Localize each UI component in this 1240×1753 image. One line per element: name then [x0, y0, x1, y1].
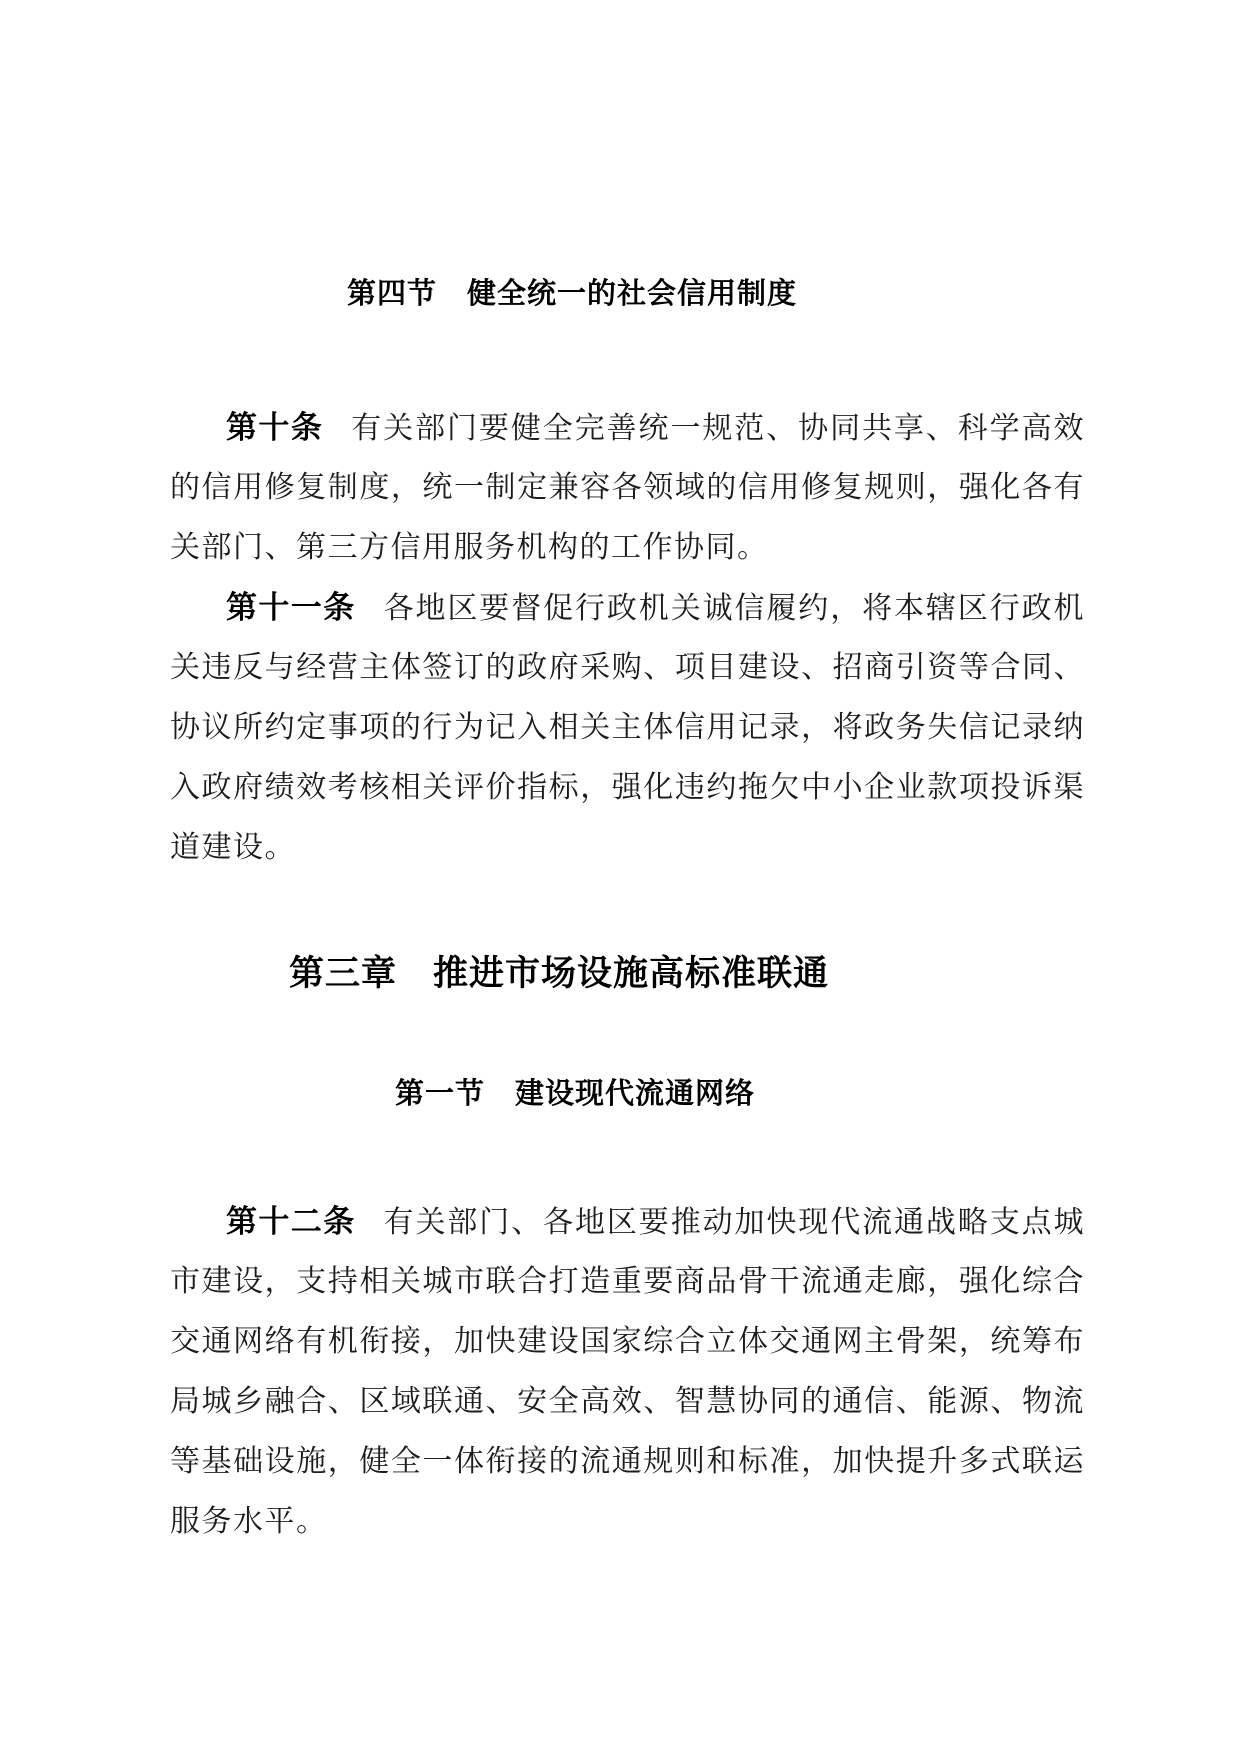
- article-line: 协议所约定事项的行为记入相关主体信用记录，将政务失信记录纳: [170, 711, 1085, 744]
- article-line: 交通网络有机衔接，加快建设国家综合立体交通网主骨架，统筹布: [170, 1325, 1085, 1358]
- section-heading-4: 第四节 健全统一的社会信用制度: [346, 278, 797, 310]
- article-line: 市建设，支持相关城市联合打造重要商品骨干流通走廊，强化综合: [170, 1265, 1085, 1298]
- article-10-number: 第十条: [226, 410, 324, 445]
- article-11-number: 第十一条: [226, 590, 356, 625]
- article-line: 的信用修复制度，统一制定兼容各领域的信用修复规则，强化各有: [170, 471, 1085, 504]
- section-heading-1: 第一节 建设现代流通网络: [394, 1078, 755, 1110]
- article-11: [170, 578, 1085, 878]
- article-10: [170, 398, 1085, 578]
- article-line: 关违反与经营主体签订的政府采购、项目建设、招商引资等合同、: [170, 651, 1085, 684]
- article-line: 局城乡融合、区域联通、安全高效、智慧协同的通信、能源、物流: [170, 1385, 1085, 1418]
- article-11-text: 各地区要督促行政机关诚信履约，将本辖区行政机: [383, 592, 1086, 625]
- article-12-text: 有关部门、各地区要推动加快现代流通战略支点城: [383, 1206, 1086, 1239]
- article-line: 道建设。: [170, 831, 296, 864]
- article-12-number: 第十二条: [226, 1204, 356, 1239]
- article-10-text: 有关部门要健全完善统一规范、协同共享、科学高效: [351, 412, 1086, 445]
- article-12: [170, 1192, 1085, 1552]
- article-line: 关部门、第三方信用服务机构的工作协同。: [170, 531, 769, 564]
- article-line: [170, 398, 1085, 458]
- chapter-heading-3: 第三章 推进市场设施高标准联通: [288, 954, 829, 993]
- article-line: 入政府绩效考核相关评价指标，强化违约拖欠中小企业款项投诉渠: [170, 771, 1085, 804]
- article-line: 等基础设施，健全一体衔接的流通规则和标准，加快提升多式联运: [170, 1445, 1085, 1478]
- article-line: 服务水平。: [170, 1505, 328, 1538]
- article-line: [170, 1192, 1085, 1252]
- article-line: [170, 578, 1085, 638]
